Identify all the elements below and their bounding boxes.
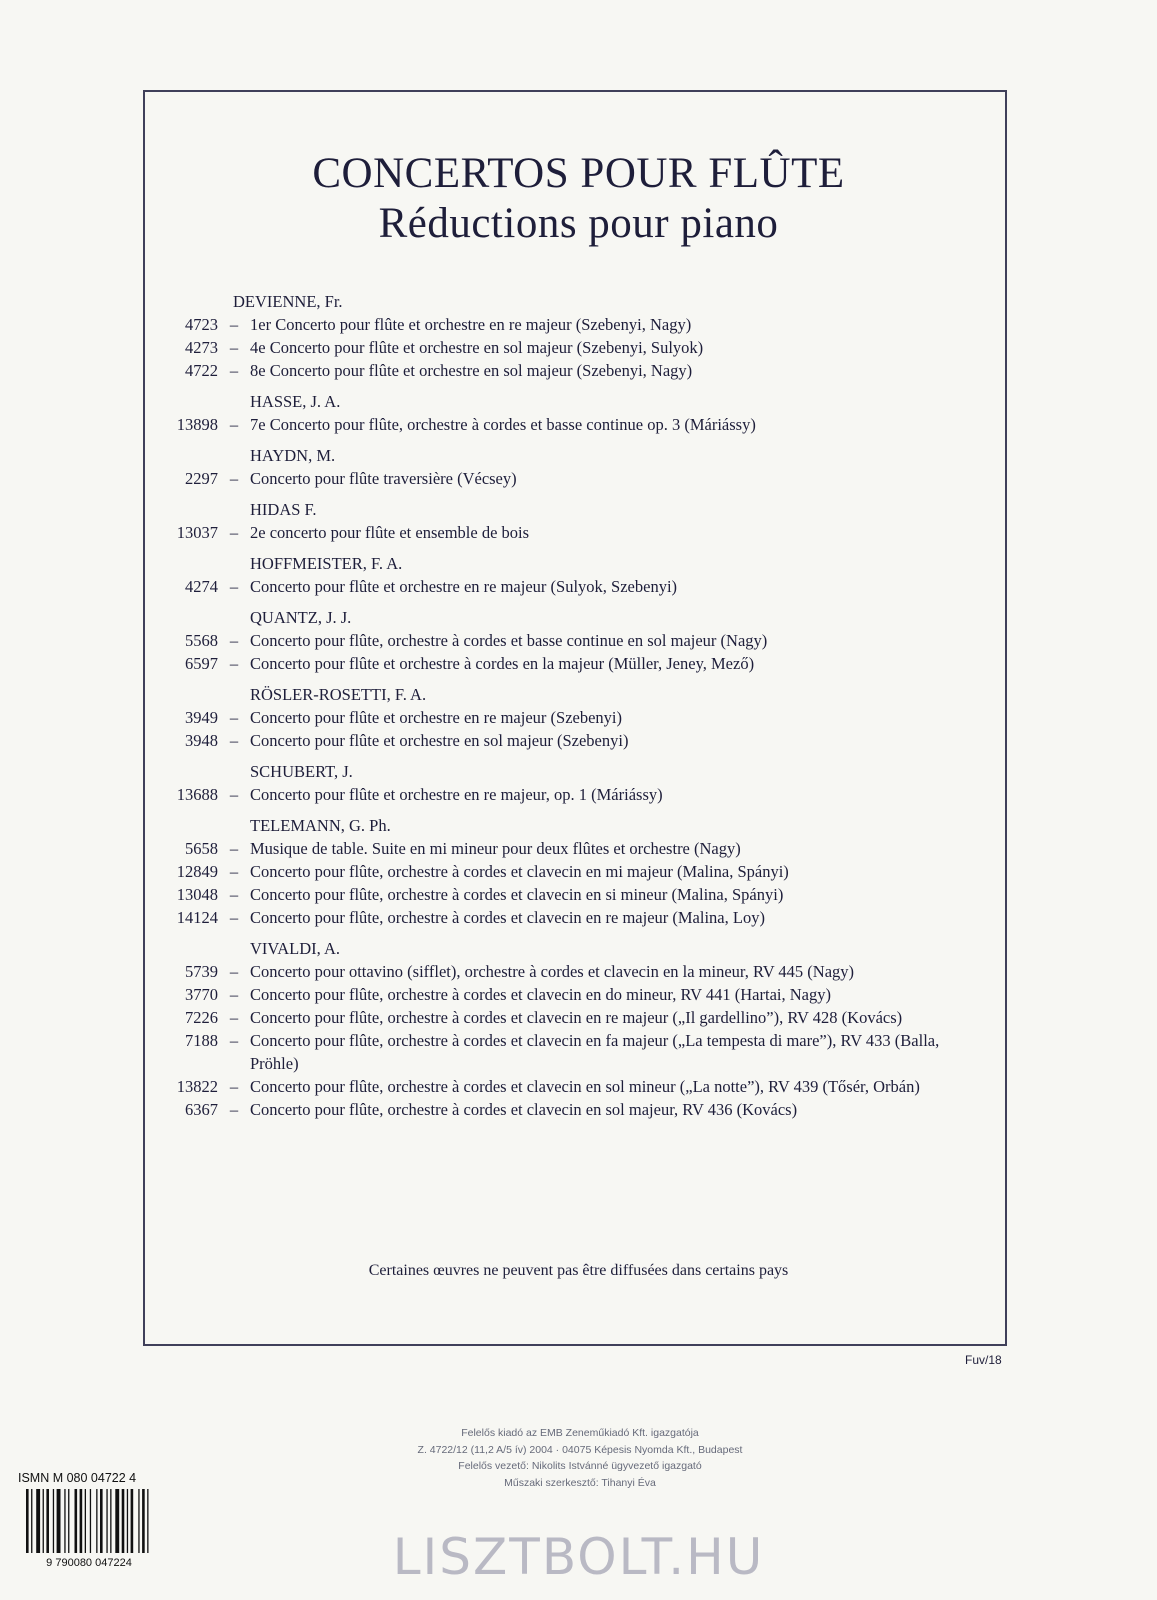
catalog-number: 14124 [176,908,218,927]
catalog-number: 2297 [185,469,218,488]
composer-name: HOFFMEISTER, F. A. [250,554,403,573]
work-title: 2e concerto pour flûte et ensemble de bois [250,523,530,542]
work-title: 1er Concerto pour flûte et orchestre en re majeur (Szebenyi, Nagy) [250,315,692,334]
catalog-number: 4274 [185,577,218,596]
dash-separator: – [229,1077,239,1096]
composer-name: HAYDN, M. [250,446,336,465]
work-title: Concerto pour flûte, orchestre à cordes et clavecin en mi majeur (Malina, Spányi) [250,862,789,881]
work-title: Concerto pour flûte, orchestre à cordes et clavecin en re majeur (Malina, Loy) [250,908,765,927]
catalog-entry [0,467,1157,490]
distribution-note: Certaines œuvres ne peuvent pas être diffusées dans certains pays [368,1262,789,1279]
work-title: Concerto pour ottavino (sifflet), orchestre à cordes et clavecin en la mineur, RV 445 (Nagy) [250,962,855,981]
composer-name: HIDAS F. [250,500,317,519]
catalog-number: 5739 [185,962,218,981]
catalog-number: 6597 [185,654,218,673]
catalog-number: 3770 [185,985,218,1004]
dash-separator: – [229,469,239,488]
catalog-entry [0,706,1157,729]
catalog-number: 5658 [185,839,218,858]
catalog-entry [0,860,1157,883]
catalog-entry [0,983,1157,1006]
work-title: Concerto pour flûte, orchestre à cordes et clavecin en si mineur (Malina, Spányi) [250,885,784,904]
catalog-number: 7226 [185,1008,218,1027]
dash-separator: – [229,577,239,596]
catalog-number: 4723 [185,315,218,334]
composer-name: RÖSLER-ROSETTI, F. A. [250,685,427,704]
catalog-entry [0,336,1157,359]
catalog-entry [0,359,1157,382]
work-title: 4e Concerto pour flûte et orchestre en sol majeur (Szebenyi, Sulyok) [250,338,704,357]
dash-separator: – [229,361,239,380]
catalog-entry [0,521,1157,544]
catalog-entry [0,837,1157,860]
catalog-entry [0,1029,1157,1075]
catalog-list [0,290,1157,1121]
catalog-entry [0,1075,1157,1098]
dash-separator: – [229,962,239,981]
catalog-number: 13688 [176,785,218,804]
catalog-number: 13037 [176,523,218,542]
watermark: LISZTBOLT.HU [392,1528,765,1586]
catalog-entry [0,783,1157,806]
dash-separator: – [229,1008,239,1027]
page-subtitle: Réductions pour piano [378,200,779,247]
imprint-line: Felelős kiadó az EMB Zeneműkiadó Kft. igazgatója [461,1427,699,1439]
catalog-entry [0,652,1157,675]
work-title: Concerto pour flûte, orchestre à cordes et clavecin en sol mineur („La notte”), RV 439 (Tősér, Orbán) [250,1077,920,1096]
composer-name: VIVALDI, A. [250,939,340,958]
catalog-entry [0,313,1157,336]
composer-name: QUANTZ, J. J. [250,608,352,627]
work-title: Concerto pour flûte et orchestre à cordes en la majeur (Müller, Jeney, Mező) [250,654,755,673]
work-title: Concerto pour flûte, orchestre à cordes et basse continue en sol majeur (Nagy) [250,631,768,650]
catalog-number: 3949 [185,708,218,727]
imprint-line: Z. 4722/12 (11,2 A/5 ív) 2004 · 04075 Képesis Nyomda Kft., Budapest [417,1443,743,1456]
dash-separator: – [229,654,239,673]
work-title: Musique de table. Suite en mi mineur pour deux flûtes et orchestre (Nagy) [250,839,741,858]
page-title: CONCERTOS POUR FLÛTE [312,150,845,197]
barcode-digits: 9 790080 047224 [46,1557,132,1569]
dash-separator: – [229,785,239,804]
catalog-number: 13898 [176,415,218,434]
work-title: Concerto pour flûte et orchestre en sol majeur (Szebenyi) [250,731,629,750]
composer-name: SCHUBERT, J. [250,762,353,781]
catalog-entry [0,575,1157,598]
dash-separator: – [229,908,239,927]
dash-separator: – [229,985,239,1004]
work-title: 8e Concerto pour flûte et orchestre en sol majeur (Szebenyi, Nagy) [250,361,693,380]
dash-separator: – [229,731,239,750]
dash-separator: – [229,523,239,542]
ismn-number: ISMN M 080 04722 4 [18,1471,137,1485]
work-title: Concerto pour flûte, orchestre à cordes et clavecin en do mineur, RV 441 (Hartai, Nagy) [250,985,831,1004]
imprint [340,1425,820,1491]
work-title: Concerto pour flûte traversière (Vécsey) [250,469,517,488]
dash-separator: – [229,708,239,727]
imprint-line: Műszaki szerkesztő: Tihanyi Éva [504,1476,656,1489]
imprint-line: Felelős vezető: Nikolits Istvánné ügyvezető igazgató [458,1460,702,1472]
dash-separator: – [229,1031,239,1050]
work-title: Concerto pour flûte et orchestre en re majeur (Szebenyi) [250,708,623,727]
catalog-code: Fuv/18 [965,1353,1002,1367]
catalog-number: 5568 [185,631,218,650]
dash-separator: – [229,631,239,650]
catalog-entry [0,1006,1157,1029]
work-title: Concerto pour flûte, orchestre à cordes et clavecin en fa majeur („La tempesta di mare”), RV 433 (Balla, Pröhle) [250,1031,940,1073]
dash-separator: – [229,885,239,904]
catalog-number: 12849 [176,862,218,881]
catalog-number: 6367 [185,1100,218,1119]
dash-separator: – [229,1100,239,1119]
dash-separator: – [229,415,239,434]
catalog-number: 3948 [185,731,218,750]
catalog-number: 13822 [176,1077,218,1096]
catalog-entry [0,883,1157,906]
catalog-entry [0,729,1157,752]
composer-name: DEVIENNE, Fr. [233,292,343,311]
work-title: Concerto pour flûte et orchestre en re majeur (Sulyok, Szebenyi) [250,577,678,596]
catalog-entry [0,960,1157,983]
work-title: Concerto pour flûte, orchestre à cordes et clavecin en sol majeur, RV 436 (Kovács) [250,1100,798,1119]
catalog-entry [0,906,1157,929]
catalog-entry [0,1098,1157,1121]
dash-separator: – [229,839,239,858]
work-title: Concerto pour flûte et orchestre en re majeur, op. 1 (Máriássy) [250,785,663,804]
catalog-number: 4722 [185,361,218,380]
catalog-number: 4273 [185,338,218,357]
composer-name: TELEMANN, G. Ph. [250,816,391,835]
catalog-entry [0,629,1157,652]
catalog-number: 13048 [176,885,218,904]
dash-separator: – [229,315,239,334]
catalog-number: 7188 [185,1031,218,1050]
catalog-entry [0,413,1157,436]
work-title: Concerto pour flûte, orchestre à cordes et clavecin en re majeur („Il gardellino”), RV 428 (Kovács) [250,1008,903,1027]
dash-separator: – [229,338,239,357]
dash-separator: – [229,862,239,881]
composer-name: HASSE, J. A. [250,392,341,411]
work-title: 7e Concerto pour flûte, orchestre à cordes et basse continue op. 3 (Máriássy) [250,415,756,434]
